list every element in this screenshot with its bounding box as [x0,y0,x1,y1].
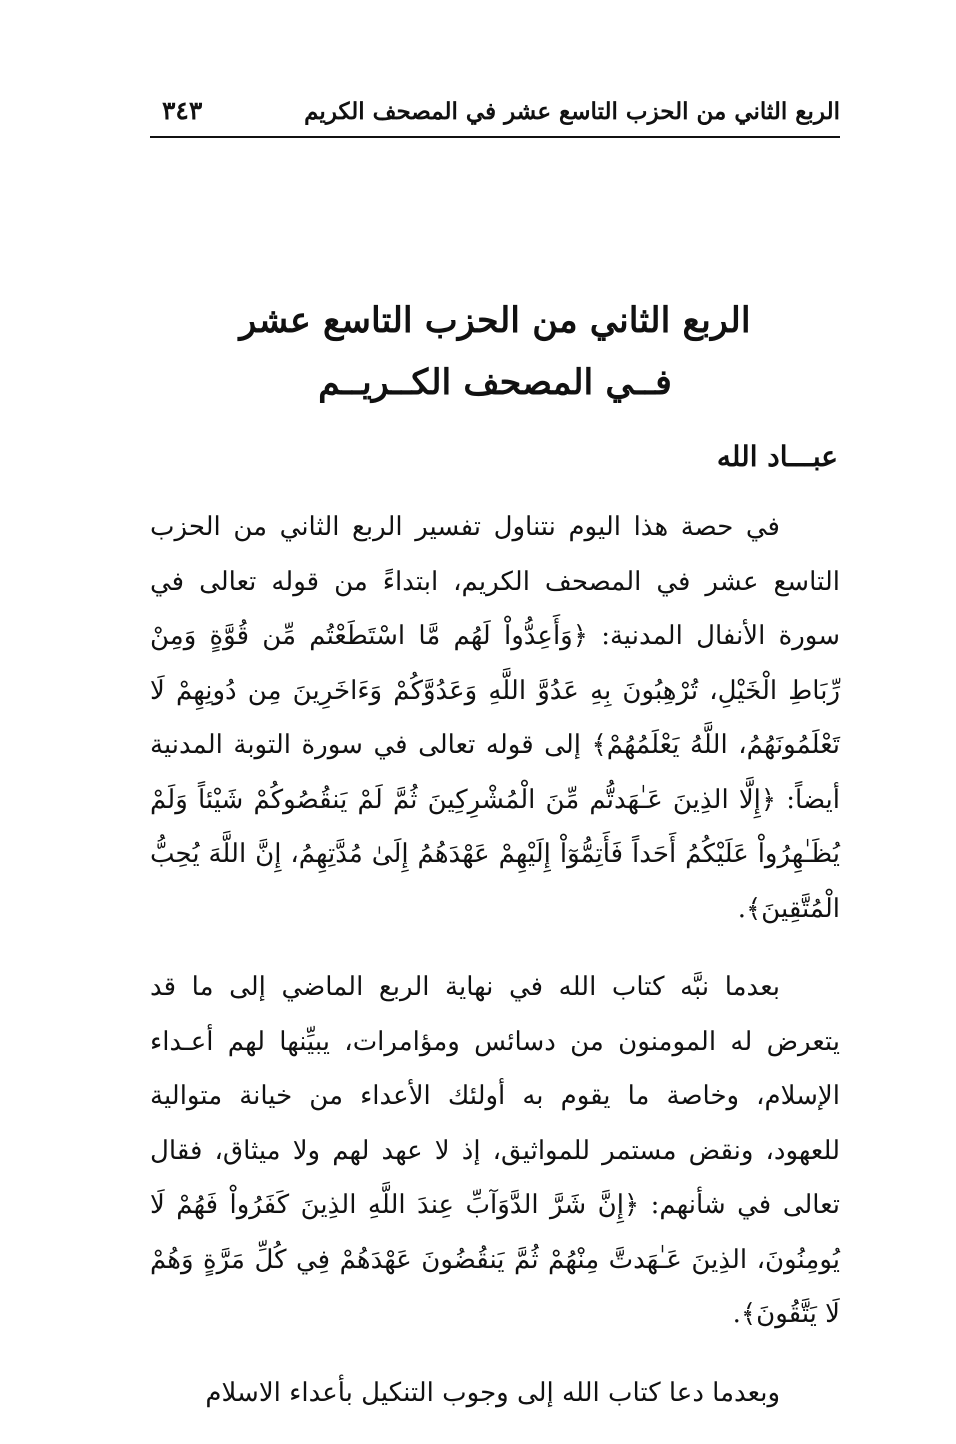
paragraph-1: في حصة هذا اليوم نتناول تفسير الربع الثاني من الحزب التاسع عشر في المصحف الكريم، ابتداءً من قوله تعالى في سورة الأنفال المدنية: ﴿وَأَعِدُّواْ لَهُم مَّا اسْتَطَعْتُم مِّن قُوَّةٍ وَمِنْ رِّبَاطِ الْخَيْلِ، تُرْهِبُونَ بِهِ عَدُوَّ اللَّهِ وَعَدُوَّكُمْ وَءَاخَرِينَ مِن دُونِهِمْ لَا تَعْلَمُونَهُمُ، اللَّهُ يَعْلَمُهُمْ﴾ إلى قوله تعالى في سورة التوبة المدنية أيضاً: ﴿إِلَّا الذِينَ عَـٰهَدتُّم مِّنَ الْمُشْرِكِينَ ثُمَّ لَمْ يَنقُصُوكُمْ شَيْئاً وَلَمْ يُظَـٰهِرُواْ عَلَيْكُمُ أَحَداً فَأَتِمُّوٓاْ إِلَيْهِمْ عَهْدَهُمُ إِلَىٰ مُدَّتِهِمُ، إِنَّ اللَّهَ يُحِبُّ الْمُتَّقِينَ﴾. [150,512,841,924]
chapter-title [150,290,840,414]
page-number: ٣٤٣ [162,96,203,125]
paragraph-2: بعدما نبَّه كتاب الله في نهاية الربع الماضي إلى ما قد يتعرض له المومنون من دسائس ومؤامرات، يبيِّنها لهم أعـداء الإسلام، وخاصة ما يقوم به أولئك الأعداء من خيانة متوالية للعهود، ونقض مستمر للمواثيق، إذ لا عهد لهم ولا ميثاق، فقال تعالى في شأنهم: ﴿إِنَّ شَرَّ الدَّوَآبِّ عِندَ اللَّهِ الذِينَ كَفَرُواْ فَهُمْ لَا يُومِنُونَ، الذِينَ عَـٰهَدتَّ مِنْهُمْ ثُمَّ يَنقُضُونَ عَهْدَهُمْ فِي كُلِّ مَرَّةٍ وَهُمْ لَا يَتَّقُونَ﴾. [150,972,840,1329]
paragraph-3: وبعدما دعا كتاب الله إلى وجوب التنكيل بأعداء الاسلام [205,1377,780,1408]
section-heading: عبـــاد الله [716,440,838,473]
chapter-title-line-2: فــي المصحف الكــريــم [318,362,672,403]
running-title: الربع الثاني من الحزب التاسع عشر في المصحف الكريم [304,98,840,125]
running-header [150,96,840,138]
body-text [150,500,840,1444]
chapter-title-line-1: الربع الثاني من الحزب التاسع عشر [239,300,751,341]
